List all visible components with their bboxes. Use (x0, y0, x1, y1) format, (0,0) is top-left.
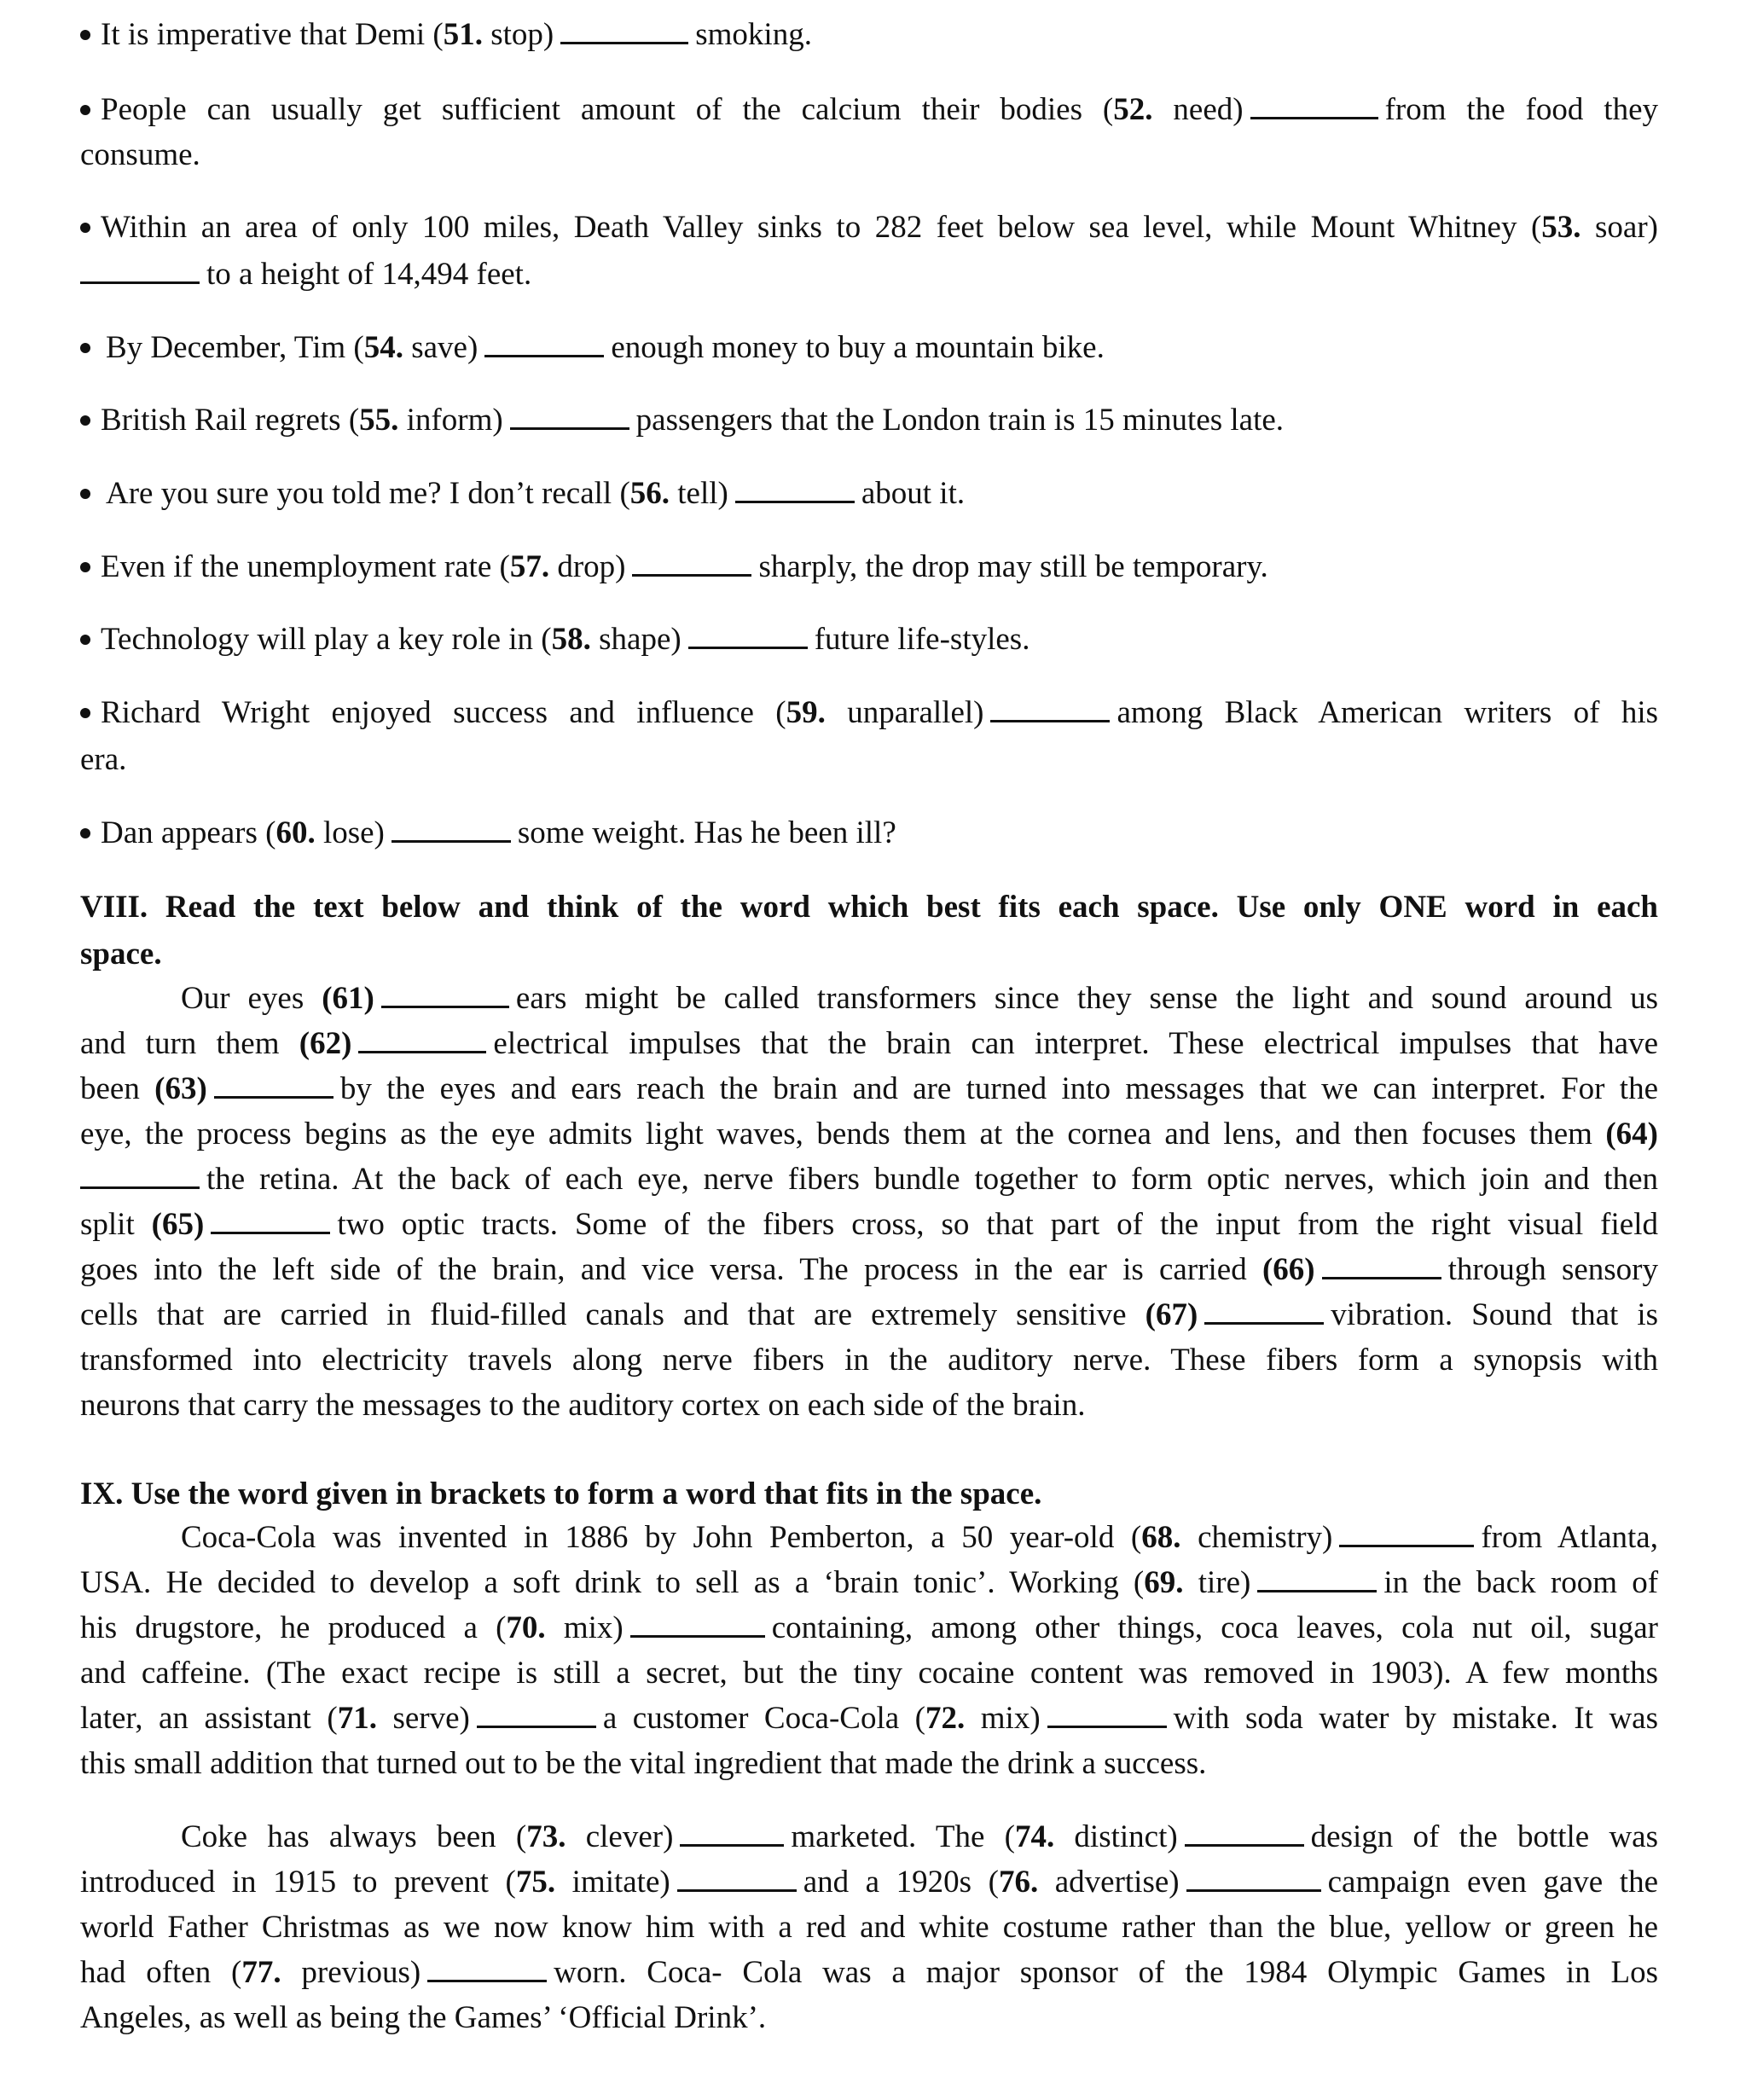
question-57: Even if the unemployment rate (57. drop) sharply, the drop may still be temporary. (80, 544, 1658, 589)
answer-blank-65[interactable] (211, 1206, 330, 1234)
passage-line: later, an assistant (71. serve) a customer Coca-Cola (72. mix) with soda water by mistake. It was (80, 1701, 1659, 1736)
bullet-icon (80, 562, 90, 572)
answer-blank-67[interactable] (1204, 1297, 1324, 1325)
passage-line: neurons that carry the messages to the auditory cortex on each side of the brain. (80, 1388, 1086, 1423)
bullet-icon (80, 105, 90, 115)
section-ix-passage-1 (80, 1515, 1658, 1786)
passage-line: goes into the left side of the brain, and vice versa. The process in the ear is carried (66) through sensory (80, 1252, 1658, 1287)
answer-blank-64[interactable] (80, 1161, 200, 1189)
passage-line: and turn them (62) electrical impulses that the brain can interpret. These electrical impulses that have (80, 1026, 1658, 1061)
answer-blank-60[interactable] (392, 815, 511, 843)
answer-blank-77[interactable] (427, 1954, 547, 1982)
question-58: Technology will play a key role in (58. shape) future life-styles. (80, 617, 1658, 662)
passage-line: cells that are carried in fluid-filled canals and that are extremely sensitive (67) vibration. Sound that is (80, 1297, 1658, 1332)
answer-blank-74[interactable] (1185, 1819, 1304, 1847)
answer-blank-61[interactable] (381, 980, 509, 1008)
passage-line: introduced in 1915 to prevent (75. imitate) and a 1920s (76. advertise) campaign even gave the (80, 1865, 1658, 1900)
answer-blank-73[interactable] (680, 1819, 784, 1847)
answer-blank-56[interactable] (735, 475, 855, 503)
passage-line: Angeles, as well as being the Games’ ‘Official Drink’. (80, 2000, 767, 2035)
question-59: Richard Wright enjoyed success and influence (59. unparallel) among Black American writers of his (80, 690, 1658, 735)
passage-line: been (63) by the eyes and ears reach the brain and are turned into messages that we can interpret. For the (80, 1071, 1658, 1106)
section-ix-heading: IX. Use the word given in brackets to form a word that fits in the space. (80, 1476, 1042, 1511)
answer-blank-58[interactable] (688, 621, 808, 649)
answer-blank-59[interactable] (990, 694, 1110, 722)
bullet-icon (80, 223, 90, 233)
question-56: Are you sure you told me? I don’t recall (56. tell) about it. (80, 471, 1658, 516)
passage-line: Our eyes (61) ears might be called transformers since they sense the light and sound around us (181, 981, 1658, 1016)
passage-line: had often (77. previous) worn. Coca- Cola was a major sponsor of the 1984 Olympic Games in Los (80, 1955, 1658, 1990)
passage-line: eye, the process begins as the eye admits light waves, bends them at the cornea and lens, and then focuses them (64) (80, 1117, 1658, 1152)
answer-blank-52[interactable] (1250, 91, 1378, 119)
answer-blank-51[interactable] (560, 16, 688, 44)
question-54: By December, Tim (54. save) enough money to buy a mountain bike. (80, 325, 1658, 370)
passage-line: the retina. At the back of each eye, nerve fibers bundle together to form optic nerves, which join and then (80, 1157, 1658, 1202)
passage-line: Coke has always been (73. clever) marketed. The (74. distinct) design of the bottle was (181, 1819, 1658, 1854)
bullet-icon (80, 415, 90, 426)
answer-blank-66[interactable] (1322, 1251, 1441, 1279)
answer-blank-54[interactable] (484, 329, 604, 357)
bullet-icon (80, 708, 90, 718)
answer-blank-63[interactable] (214, 1070, 334, 1099)
bullet-icon (80, 635, 90, 645)
answer-blank-55[interactable] (510, 402, 629, 430)
question-60: Dan appears (60. lose) some weight. Has he been ill? (80, 810, 1658, 856)
passage-line: transformed into electricity travels along nerve fibers in the auditory nerve. These fibers form a synopsis with (80, 1343, 1658, 1378)
section-viii-passage (80, 976, 1658, 1428)
answer-blank-69[interactable] (1257, 1564, 1377, 1592)
answer-blank-57[interactable] (632, 548, 751, 577)
passage-line: and caffeine. (The exact recipe is still a secret, but the tiny cocaine content was removed in 1903). A few months (80, 1656, 1658, 1691)
passage-line: Coca-Cola was invented in 1886 by John Pemberton, a 50 year-old (68. chemistry) from Atlanta, (181, 1520, 1658, 1555)
answer-blank-70[interactable] (630, 1610, 765, 1638)
answer-blank-53[interactable] (80, 256, 200, 284)
answer-blank-76[interactable] (1186, 1864, 1321, 1892)
passage-line: USA. He decided to develop a soft drink to sell as a ‘brain tonic’. Working (69. tire) in the back room of (80, 1565, 1659, 1600)
question-52: People can usually get sufficient amount of the calcium their bodies (52. need) from the food they (80, 87, 1658, 132)
question-53: Within an area of only 100 miles, Death Valley sinks to 282 feet below sea level, while Mount Whitney (53. soar) (80, 205, 1658, 250)
section-ix-passage-2 (80, 1814, 1658, 2040)
answer-blank-75[interactable] (677, 1864, 797, 1892)
answer-blank-62[interactable] (358, 1025, 486, 1053)
section-viii-heading: VIII. Read the text below and think of the word which best fits each space. Use only ONE word in each space. (80, 890, 1658, 972)
bullet-icon (80, 343, 90, 353)
bullet-icon (80, 30, 90, 40)
answer-blank-68[interactable] (1339, 1519, 1474, 1547)
question-55: British Rail regrets (55. inform) passengers that the London train is 15 minutes late. (80, 397, 1658, 443)
question-53-continued: to a height of 14,494 feet. (80, 252, 1658, 297)
bullet-icon (80, 828, 90, 838)
question-52-continued: consume. (80, 137, 200, 172)
question-51: It is imperative that Demi (51. stop) smoking. (80, 12, 1658, 57)
passage-line: his drugstore, he produced a (70. mix) containing, among other things, coca leaves, cola nut oil, sugar (80, 1610, 1658, 1645)
answer-blank-71[interactable] (477, 1700, 596, 1728)
passage-line: split (65) two optic tracts. Some of the fibers cross, so that part of the input from the right visual field (80, 1207, 1658, 1242)
bullet-icon (80, 489, 90, 499)
question-59-continued: era. (80, 742, 127, 777)
passage-line: world Father Christmas as we now know him with a red and white costume rather than the blue, yellow or green he (80, 1910, 1658, 1945)
answer-blank-72[interactable] (1047, 1700, 1167, 1728)
passage-line: this small addition that turned out to be the vital ingredient that made the drink a success. (80, 1746, 1207, 1781)
